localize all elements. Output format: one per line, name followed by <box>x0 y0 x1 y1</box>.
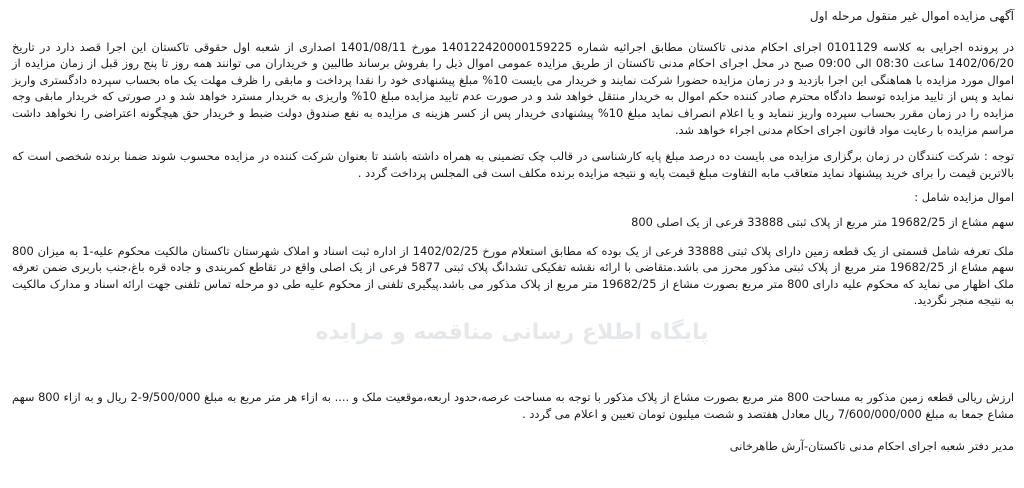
participants-note-paragraph: توجه : شرکت کنندگان در زمان برگزاری مزایده می بایست ده درصد مبلغ پایه کارشناسی در قالب چک تضمینی به همراه داشته باشند تا بعنوان شرکت کننده در مزایده محسوب شوند ضمنا برنده شخصی است که بالاترین قیمت را برای خرید پیشنهاد نماید متعاقب مابه التفاوت مبلغ قیمت پایه و نتیجه مزایده برنده مکلف است فی المجلس پرداخت گردد . <box>12 149 1014 180</box>
property-description-paragraph: ملک تعرفه شامل قسمتی از یک قطعه زمین دارای پلاک ثبتی 33888 فرعی از یک بوده که مطابق استعلام مورخ 1402/02/25 از اداره ثبت اسناد و املاک شهرستان تاکستان مالکیت محکوم علیه-1 به میزان 800 سهم مشاع از 19682/25 متر مربع از پلاک ثبتی مذکور محرز می باشد.متقاضی با ارائه نقشه تفکیکی تشدانگ پلاک ثبتی 5877 فرعی از یک اصلی واقع در تقاطع کمربندی و جاده قره باغ،جنب باربری ضمن تعرفه ملک اظهار می نماید که محکوم علیه دارای 800 متر مربع بصورت مشاع از 19682/25 متر مربع از پلاک مذکور می باشد.پیگیری تلفنی از محکوم علیه طی دو مرحله تماس تلفنی جهت ارائه اسناد و مدارک مالکیت به نتیجه منجر نگردید. <box>12 243 1014 308</box>
site-watermark: پایگاه اطلاع رسانی مناقصه و مزایده <box>315 320 709 345</box>
share-description: سهم مشاع از 19682/25 متر مربع از پلاک ثبتی 33888 فرعی از یک اصلی 800 <box>631 214 1014 229</box>
auction-terms-paragraph: در پرونده اجرایی به کلاسه 0101129 اجرای احکام مدنی تاکستان مطابق اجرائیه شماره 140122420000159225 مورخ 1401/08/11 اصداری از شعبه اول حقوقی تاکستان این اجرا قصد دارد در تاریخ 1402/06/20 ساعت 08:30 الی 09:00 صبح در محل اجرای احکام مدنی تاکستان از طریق مزایده عمومی اموال ذیل را بفروش برساند طالبین و خریداران می توانند همه روز تا پنج روز قبل از زمان مزایده از اموال مورد مزایده با هماهنگی این اجرا بازدید و در زمان مزایده حضورا شرکت نمایند و خریدار می بایست 10% مبلغ پیشنهادی خود را نقدا پرداخت و مابقی را ظرف مهلت یک ماه بحساب سپرده دادگستری واریز نماید و پس از تایید مزایده توسط دادگاه محترم صادر کننده حکم اموال به خریدار منتقل خواهد شد و در صورت عدم تایید مزایده مبلغ 10% واریزی به خریدار مسترد خواهد شد و در صورتی که خریدار مابقی وجه مزایده را در زمان مقرر بحساب سپرده واریز ننماید و یا اعلام انصراف نماید مبلغ 10% پیشنهادی خریدار پس از کسر هزینه ی مزایده به نفع صندوق دولت ضبط و خریدار حق هیچگونه اعتراضی را نخواهد داشت مراسم مزایده با رعایت مواد قانون اجرای احکام مدنی اجراء خواهد شد. <box>12 39 1015 137</box>
assets-heading: اموال مزایده شامل : <box>914 190 1014 205</box>
valuation-paragraph: ارزش ریالی قطعه زمین مذکور به مساحت 800 متر مربع بصورت مشاع از پلاک مذکور با توجه به مساحت عرصه،حدود اربعه،موقعیت ملک و .... به ازاء هر متر مربع به مبلغ 9/500/000-2 ریال و به ازاء 800 سهم مشاع جمعا به مبلغ 7/600/000/000 ریال معادل هفتصد و شصت میلیون تومان تعیین و اعلام می گردد . <box>12 389 1014 421</box>
document-title: آگهی مزایده اموال غیر منقول مرحله اول <box>809 9 1014 23</box>
signature-line: مدیر دفتر شعبه اجرای احکام مدنی تاکستان-آرش طاهرخانی <box>729 439 1014 454</box>
